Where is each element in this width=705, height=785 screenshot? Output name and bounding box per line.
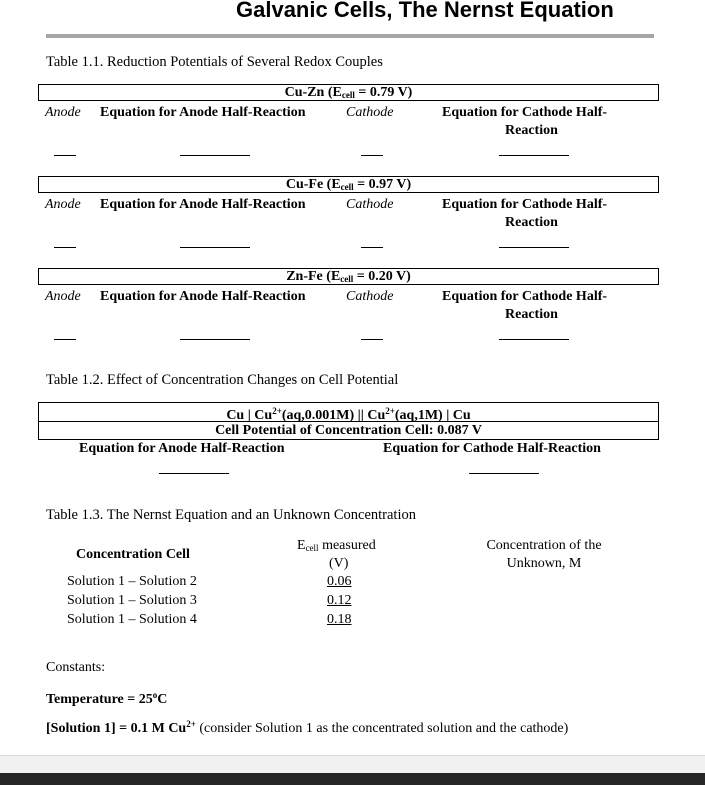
bottom-bar — [0, 755, 705, 774]
ecell-subscript: cell — [340, 274, 354, 284]
table-row-ecell: 0.12 — [327, 593, 352, 608]
table-row-cell: Solution 1 – Solution 2 — [67, 574, 197, 589]
ecell-subscript: cell — [340, 182, 354, 192]
ecell-measured-header — [297, 538, 376, 554]
zn-fe-header: Zn-Fe ($E_{cell} = 0.20$ V) — [38, 268, 659, 285]
anode-equation-blank[interactable] — [180, 339, 250, 340]
cell-notation — [39, 403, 658, 421]
solution1-note: (consider Solution 1 as the concentrated solution and the cathode) — [195, 721, 569, 736]
cell-notation-superscript: 2+ — [272, 406, 282, 416]
ecell-symbol: E — [330, 269, 341, 284]
couple-name: Zn-Fe — [286, 269, 323, 284]
unknown-conc-header-cont: Unknown, M — [506, 556, 582, 571]
page-title: Galvanic Cells, The Nernst Equation — [236, 0, 614, 22]
cathode-header: Cathode — [346, 197, 394, 212]
cathode-eq-header-cont: Reaction — [505, 123, 558, 138]
title-rule — [46, 34, 654, 38]
concentration-cell-header: Concentration Cell — [76, 547, 190, 562]
table-row-cell: Solution 1 – Solution 4 — [67, 612, 197, 627]
anode-eq-header: Equation for Anode Half-Reaction — [100, 105, 306, 120]
solution1-concentration — [46, 719, 568, 737]
anode-blank[interactable] — [54, 247, 76, 248]
cathode-header: Cathode — [346, 289, 394, 304]
cathode-eq-header: Equation for Cathode Half- — [442, 197, 608, 212]
cathode-blank[interactable] — [361, 339, 383, 340]
concentration-cell-box — [38, 402, 659, 440]
cu-zn-header: Cu-Zn ($E_{cell} = 0.79$ V) — [38, 84, 659, 101]
cathode-eq-header-cont: Reaction — [505, 215, 558, 230]
anode-eq-header: Equation for Anode Half-Reaction — [79, 441, 285, 456]
couple-potential: = 0.97 V) — [357, 177, 412, 192]
cathode-equation-blank[interactable] — [499, 339, 569, 340]
couple-name: Cu-Fe — [285, 177, 324, 192]
ecell-symbol: E — [297, 538, 306, 553]
ecell-symbol: E — [331, 177, 341, 192]
anode-equation-blank[interactable] — [180, 247, 250, 248]
cathode-equation-blank[interactable] — [469, 473, 539, 474]
ecell-subscript: cell — [341, 90, 355, 100]
table2-caption: Table 1.2. Effect of Concentration Changes on Cell Potential — [46, 372, 399, 388]
cathode-equation-blank[interactable] — [499, 247, 569, 248]
anode-equation-blank[interactable] — [159, 473, 229, 474]
degree-mark: o — [152, 690, 158, 700]
ecell-unit: (V) — [329, 556, 349, 571]
temperature-label: Temperature = 25 — [46, 692, 153, 707]
cathode-eq-header: Equation for Cathode Half-Reaction — [383, 441, 601, 456]
cathode-header: Cathode — [346, 105, 394, 120]
temperature — [46, 690, 167, 708]
cathode-eq-header: Equation for Cathode Half- — [442, 105, 608, 120]
constants-label: Constants: — [46, 660, 106, 675]
cell-potential: Cell Potential of Concentration Cell: 0.087 V — [39, 421, 658, 440]
table-row-cell: Solution 1 – Solution 3 — [67, 593, 197, 608]
anode-header: Anode — [45, 197, 81, 212]
anode-equation-blank[interactable] — [180, 155, 250, 156]
anode-eq-header: Equation for Anode Half-Reaction — [100, 197, 306, 212]
anode-header: Anode — [45, 105, 81, 120]
ecell-measured-label: measured — [322, 538, 376, 553]
anode-blank[interactable] — [54, 339, 76, 340]
solution1-value: [Solution 1] = 0.1 M Cu — [46, 721, 187, 736]
cathode-eq-header: Equation for Cathode Half- — [442, 289, 608, 304]
cathode-equation-blank[interactable] — [499, 155, 569, 156]
anode-blank[interactable] — [54, 155, 76, 156]
taskbar — [0, 773, 705, 785]
couple-name: Cu-Zn — [284, 85, 325, 100]
cu-fe-header: Cu-Fe ($E_{cell} = 0.97$ V) — [38, 176, 659, 193]
cell-notation-part: (aq,0.001M) || Cu — [281, 408, 386, 423]
ecell-symbol: E — [332, 85, 342, 100]
cell-notation-part: Cu | Cu — [226, 408, 273, 423]
anode-header: Anode — [45, 289, 81, 304]
table3-caption: Table 1.3. The Nernst Equation and an Unknown Concentration — [46, 507, 416, 523]
table1-caption: Table 1.1. Reduction Potentials of Several Redox Couples — [46, 54, 383, 70]
anode-eq-header: Equation for Anode Half-Reaction — [100, 289, 306, 304]
cathode-eq-header-cont: Reaction — [505, 307, 558, 322]
temperature-unit: C — [157, 692, 168, 707]
table-row-ecell: 0.06 — [327, 574, 352, 589]
unknown-conc-header: Concentration of the — [486, 538, 602, 553]
couple-potential: = 0.79 V) — [358, 85, 413, 100]
charge-superscript: 2+ — [186, 719, 196, 729]
ecell-subscript: cell — [305, 543, 319, 553]
cathode-blank[interactable] — [361, 155, 383, 156]
cathode-blank[interactable] — [361, 247, 383, 248]
couple-potential: = 0.20 V) — [356, 269, 411, 284]
cell-notation-part: (aq,1M) | Cu — [394, 408, 471, 423]
cell-notation-superscript: 2+ — [385, 406, 395, 416]
table-row-ecell: 0.18 — [327, 612, 352, 627]
